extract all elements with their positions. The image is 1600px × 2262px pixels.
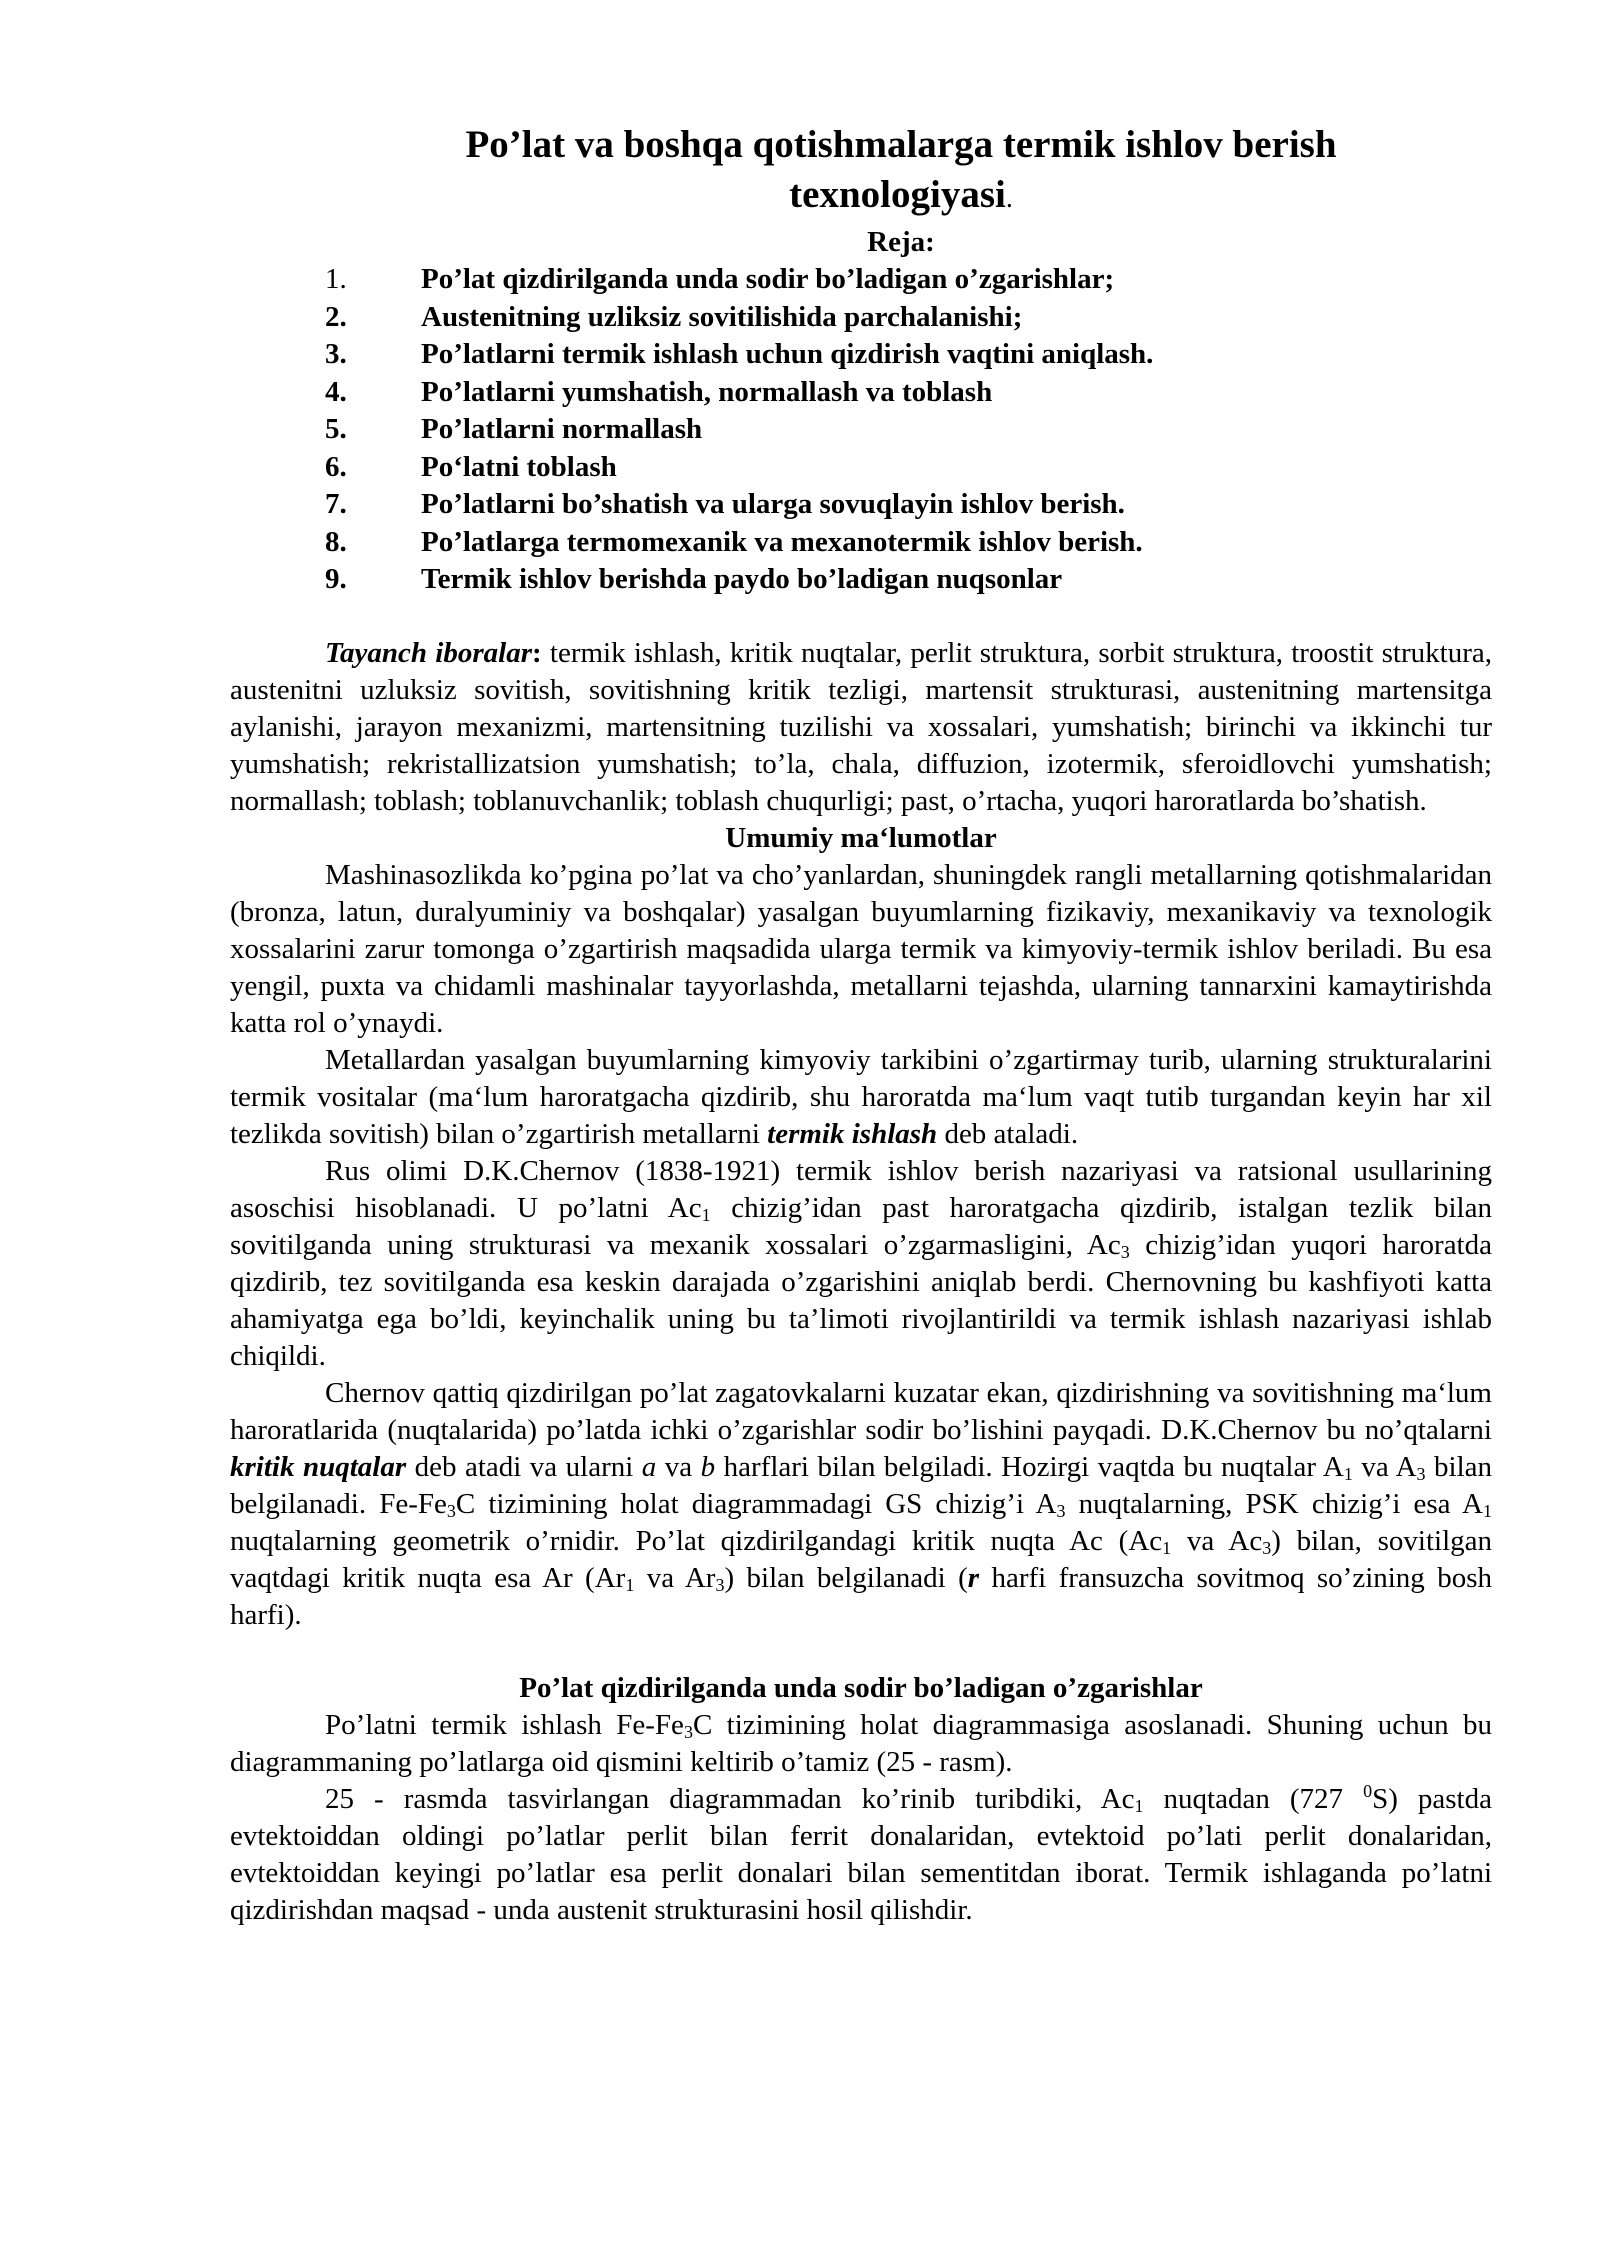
paragraph-definition	[230, 1042, 1492, 1153]
plan-item	[325, 486, 1492, 524]
document-title	[230, 120, 1492, 224]
title-dot: .	[1005, 183, 1013, 214]
plan-item-number: 7.	[325, 488, 347, 520]
text-run: va	[656, 1450, 701, 1483]
plan-heading: Reja:	[867, 226, 935, 258]
plan-item-text: Po‘latni toblash	[421, 450, 617, 483]
section-heading-general: Umumiy ma‘lumotlar	[725, 821, 997, 854]
paragraph-structure	[230, 1781, 1492, 1929]
plan-item	[325, 336, 1492, 374]
text-run: va Ar	[634, 1561, 716, 1594]
subscript: 3	[1056, 1500, 1066, 1521]
text-run: chizig’idan past haroratgacha qizdirib, istalgan tezlik bilan sovitilganda uning strukturasi va mexanik xossalari o’zgarmasligini, Ac	[230, 1191, 1492, 1261]
text-run: 25 - rasmda tasvirlangan diagrammadan ko’rinib turibdiki, Ac	[325, 1782, 1135, 1815]
plan-item	[325, 561, 1492, 599]
plan-item-text: Austenitning uzliksiz sovitilishida parchalanishi;	[421, 300, 1023, 333]
letter-b: b	[700, 1450, 716, 1483]
text-run: harflari bilan belgiladi. Hozirgi vaqtda bu nuqtalar A	[715, 1450, 1344, 1483]
paragraph-diagram-basis	[230, 1707, 1492, 1781]
subscript: 3	[1262, 1537, 1272, 1558]
superscript: 0	[1363, 1780, 1373, 1801]
subscript: 1	[1343, 1463, 1353, 1484]
keywords-label: Tayanch iboralar	[325, 636, 532, 669]
plan-item	[325, 524, 1492, 562]
text-run: bilan belgilanadi. Fe-Fe	[230, 1450, 1493, 1520]
text-run: harfi fransuzcha sovitmoq so’zining bosh harfi).	[230, 1561, 1492, 1631]
plan-item-text: Termik ishlov berishda paydo bo’ladigan nuqsonlar	[421, 563, 1063, 595]
text-run: deb atadi va ularni	[406, 1450, 642, 1483]
spacer	[230, 599, 1492, 635]
letter-r: r	[967, 1561, 980, 1594]
text-run: C tizimining holat diagrammasiga asoslanadi. Shuning uchun bu diagrammaning po’latlarga oid qismini keltirib o’tamiz (25 - rasm).	[230, 1708, 1493, 1778]
plan-item-number: 8.	[325, 525, 347, 558]
text-run: ) bilan belgilanadi (	[724, 1561, 968, 1594]
text-run: va A	[1352, 1450, 1417, 1483]
keywords-colon: :	[531, 636, 542, 669]
plan-item-text: Po’latlarni bo’shatish va ularga sovuqlayin ishlov berish.	[421, 488, 1125, 520]
plan-item-text: Po’lat qizdirilganda unda sodir bo’ladigan o’zgarishlar;	[421, 263, 1115, 295]
plan-item-text: Po’latlarni yumshatish, normallash va toblash	[421, 375, 993, 408]
plan-item-number: 4.	[325, 375, 347, 408]
text-run: Rus olimi D.K.Chernov (1838-1921) termik ishlov berish nazariyasi va ratsional usullarining asoschisi hisoblanadi. U po’latni Ac	[230, 1154, 1492, 1224]
spacer	[230, 1634, 1492, 1670]
text-run: C tizimining holat diagrammadagi GS chizig’i A	[455, 1487, 1057, 1520]
term-termik-ishlash: termik ishlash	[767, 1117, 938, 1150]
title-line-1: Po’lat va boshqa qotishmalarga termik ishlov berish	[465, 123, 1337, 166]
plan-item	[325, 411, 1492, 449]
subscript: 1	[1134, 1795, 1144, 1816]
plan-item-number: 5.	[325, 413, 347, 445]
keywords-text: termik ishlash, kritik nuqtalar, perlit struktura, sorbit struktura, troostit struktura, austenitni uzluksiz sovitish, sovitishning kritik tezligi, martensit strukturasi, austenitning martensitga aylanishi, jarayon mexanizmi, martensitning tuzilishi va xossalari, yumshatish; birinchi va ikkinchi tur yumshatish; rekristallizatsion yumshatish; to’la, chala, diffuzion, izotermik, sferoidlovchi yumshatish; normallash; toblash; toblanuvchanlik; toblash chuqurligi; past, o’rtacha, yuqori haroratlarda bo’shatish.	[230, 636, 1492, 817]
document-page	[230, 120, 1492, 1929]
text-run: nuqtadan (727	[1143, 1782, 1364, 1815]
plan-item-number: 1.	[325, 263, 347, 295]
paragraph-intro: Mashinasozlikda ko’pgina po’lat va cho’yanlardan, shuningdek rangli metallarning qotishmalaridan (bronza, latun, duralyuminiy va boshqalar) yasalgan buyumlarning fizikaviy, mexanikaviy va texnologik xossalarini zarur tomonga o’zgartirish maqsadida ularga termik va kimyoviy-termik ishlov beriladi. Bu esa yengil, puxta va chidamli mashinalar tayyorlashda, metallarni tejashda, ularning tannarxini kamaytirishda katta rol o’ynaydi.	[230, 858, 1492, 1039]
text-run: nuqtalarning geometrik o’rnidir. Po’lat qizdirilgandagi kritik nuqta Ac (Ac	[230, 1524, 1163, 1557]
subscript: 3	[1416, 1463, 1426, 1484]
term-kritik-nuqtalar: kritik nuqtalar	[230, 1450, 407, 1483]
paragraph-chernov	[230, 1153, 1492, 1375]
plan-item-text: Po’latlarga termomexanik va mexanotermik ishlov berish.	[421, 525, 1143, 558]
subscript: 1	[625, 1574, 635, 1595]
subscript: 3	[715, 1574, 725, 1595]
subscript: 1	[1162, 1537, 1172, 1558]
plan-item-text: Po’latlarni normallash	[421, 413, 703, 445]
text-run: ) bilan, sovitilgan vaqtdagi kritik nuqta esa Ar (Ar	[230, 1524, 1493, 1594]
plan-item	[325, 449, 1492, 487]
plan-item-text: Po’latlarni termik ishlash uchun qizdirish vaqtini aniqlash.	[421, 338, 1154, 370]
plan-item-number: 9.	[325, 563, 347, 595]
plan-item-number: 2.	[325, 300, 347, 333]
text-run: nuqtalarning, PSK chizig’i esa A	[1065, 1487, 1483, 1520]
plan-item-number: 3.	[325, 338, 347, 370]
text-run: deb ataladi.	[937, 1117, 1079, 1150]
text-run: Po’latni termik ishlash Fe-Fe	[325, 1708, 684, 1741]
keywords-paragraph	[230, 635, 1492, 820]
plan-list	[230, 261, 1492, 599]
paragraph-critical-points	[230, 1375, 1492, 1634]
plan-item-number: 6.	[325, 450, 347, 483]
subscript: 1	[1483, 1500, 1492, 1521]
title-line-2: texnologiyasi	[789, 173, 1006, 216]
text-run: va Ac	[1171, 1524, 1263, 1557]
subscript: 3	[1120, 1241, 1130, 1262]
subscript: 3	[446, 1500, 456, 1521]
subscript: 3	[683, 1721, 693, 1742]
plan-item	[325, 374, 1492, 412]
plan-item	[325, 261, 1492, 299]
text-run: S) pastda evtektoiddan oldingi po’latlar perlit bilan ferrit donalaridan, evtektoid po’lati perlit donalaridan, evtektoiddan keyingi po’latlar esa perlit donalari bilan sementitdan iborat. Termik ishlaganda po’latni qizdirishdan maqsad - unda austenit strukturasini hosil qilishdir.	[230, 1782, 1492, 1926]
text-run: Chernov qattiq qizdirilgan po’lat zagatovkalarni kuzatar ekan, qizdirishning va sovitishning ma‘lum haroratlarida (nuqtalarida) po’latda ichki o’zgarishlar sodir bo’lishini payqadi. D.K.Chernov bu no’qtalarni	[230, 1376, 1492, 1446]
text-run: chizig’idan yuqori haroratda qizdirib, tez sovitilganda esa keskin darajada o’zgarishini aniqlab berdi. Chernovning bu kashfiyoti katta ahamiyatga ega bo’ldi, keyinchalik uning bu ta’limoti rivojlantirildi va termik ishlash nazariyasi ishlab chiqildi.	[230, 1228, 1492, 1372]
plan-item	[325, 299, 1492, 337]
letter-a: a	[641, 1450, 657, 1483]
subscript: 1	[701, 1204, 711, 1225]
text-run: Metallardan yasalgan buyumlarning kimyoviy tarkibini o’zgartirmay turib, ularning strukturalarini termik vositalar (ma‘lum haroratgacha qizdirib, shu haroratda ma‘lum vaqt tutib turgandan keyin har xil tezlikda sovitish) bilan o’zgartirish metallarni	[230, 1043, 1492, 1150]
section-heading-heating: Po’lat qizdirilganda unda sodir bo’ladigan o’zgarishlar	[519, 1671, 1203, 1704]
